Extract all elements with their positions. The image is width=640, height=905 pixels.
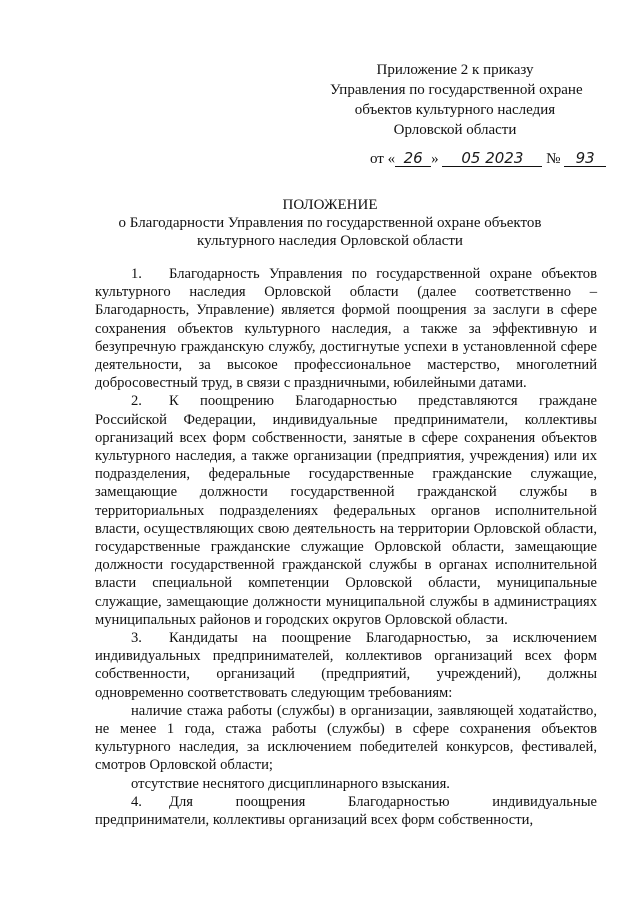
order-number-label: № [546,151,561,167]
annex-header [330,60,583,140]
document-subtitle-line-2: культурного наследия Орловской области [197,233,463,249]
handwritten-date: 05 2023 [442,150,542,167]
paragraph-3-item-2 [95,775,597,793]
document-heading: ПОЛОЖЕНИЕ [282,197,378,213]
paragraph-text: отсутствие неснятого дисциплинарного взыскания. [131,775,450,792]
annex-line: Управления по государственной охране [330,82,583,98]
annex-line: объектов культурного наследия [354,102,556,118]
paragraph-number: 1. [131,266,142,282]
paragraph-1 [95,265,597,392]
annex-line: Приложение 2 к приказу [376,62,534,78]
document-body [95,265,597,829]
paragraph-text: Благодарность Управления по государственной охране объектов культурного наследия Орловской области (далее соответственно – Благодарность, Управление) является формой поощрения за заслуги в сфере сохранения объектов культурного наследия, а также за эффективную и безупречную гражданскую службу, достигнутые успехи в установленной сфере деятельности, за высокое профессиональное мастерство, многолетний добросовестный труд, в связи с праздничными, юбилейными датами. [95,266,597,392]
paragraph-number: 3. [131,630,142,647]
paragraph-number: 4. [131,793,142,810]
paragraph-text: Кандидаты на поощрение Благодарностью, за исключением индивидуальных предпринимателей, коллективов организаций всех форм собственности, организаций (предприятий, учреждений), должны одновременно соответствовать следующим требованиям: [95,630,597,701]
paragraph-number: 2. [131,393,142,410]
paragraph-4 [95,793,597,829]
paragraph-2 [95,392,597,629]
paragraph-text: К поощрению Благодарностью представляются граждане Российской Федерации, индивидуальные предприниматели, коллективы организаций всех форм собственности, занятые в сфере сохранения объектов культурного наследия, а также организации (предприятия, учреждения) или их подразделения, федеральные государственные гражданские служащие, замещающие должности государственной гражданской службы в территориальных подразделениях федеральных органов исполнительной власти, осуществляющих свою деятельность на территории Орловской области, государственные гражданские служащие Орловской области, замещающие должности государственной гражданской службы в органах исполнительной власти специальной компетенции Орловской области, муниципальные служащие, замещающие должности муниципальной службы в администрациях муниципальных районов и городских округов Орловской области. [95,393,597,628]
document-subtitle-line-1: о Благодарности Управления по государственной охране объектов [118,215,542,231]
paragraph-text: Для поощрения Благодарностью индивидуальные предприниматели, коллективы организаций всех форм собственности, [95,793,597,829]
paragraph-3-item-1 [95,702,597,775]
order-quote-close: » [431,151,439,167]
paragraph-text: наличие стажа работы (службы) в организации, заявляющей ходатайство, не менее 1 года, стажа работы (службы) в сфере сохранения объектов культурного наследия, за исключением победителей конкурсов, фестивалей, смотров Орловской области; [95,702,597,774]
order-date-line [370,150,606,168]
paragraph-3 [95,629,597,702]
order-prefix: от « [370,151,396,167]
handwritten-order-number: 93 [564,150,606,167]
handwritten-day: 26 [395,150,431,167]
annex-line: Орловской области [393,122,517,138]
